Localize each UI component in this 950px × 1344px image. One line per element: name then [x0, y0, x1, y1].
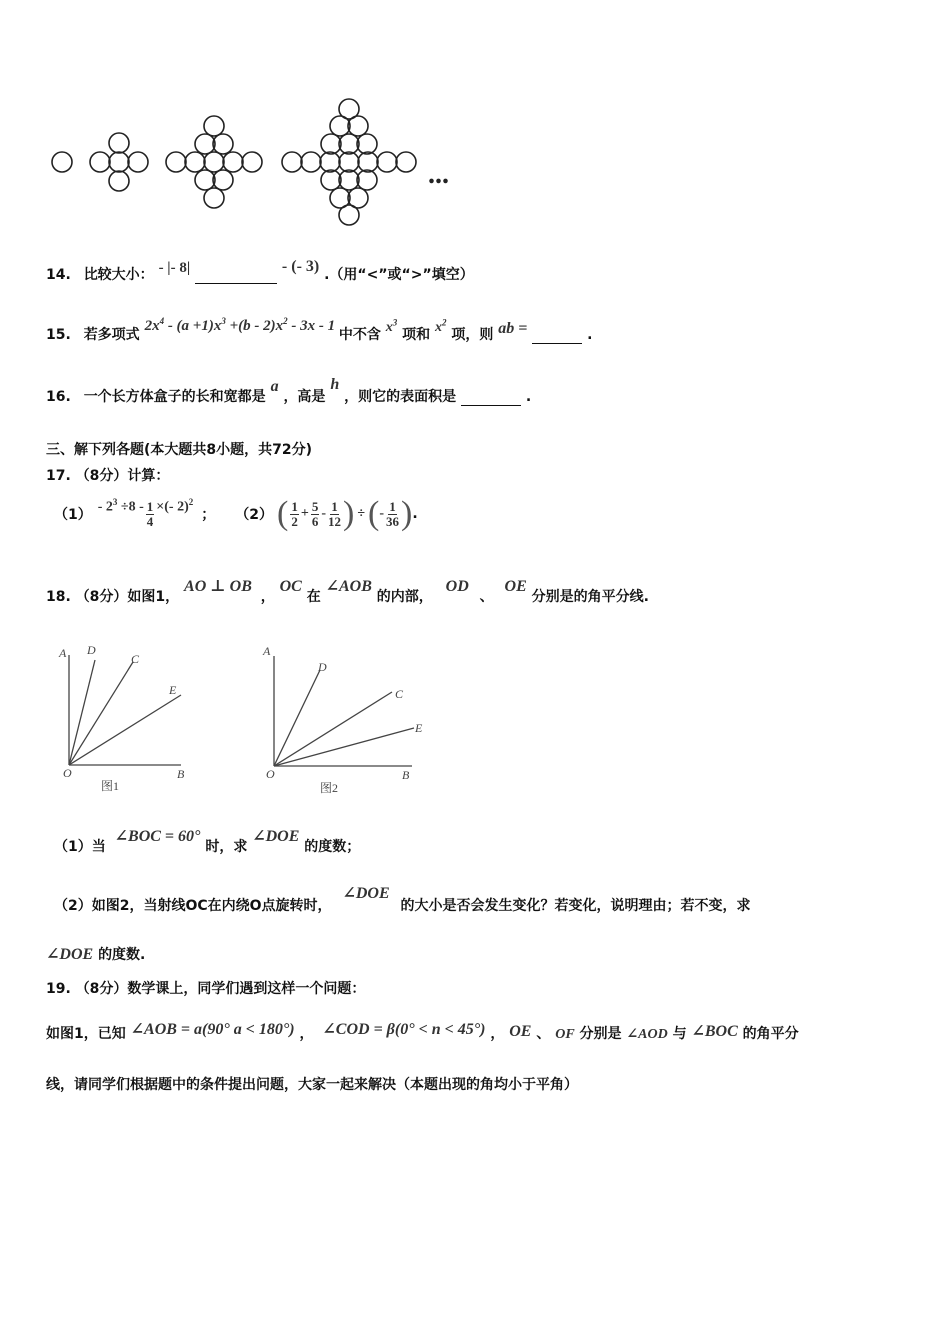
- question-18: 18. （8分）如图1， AO ⊥ OB ， OC 在 ∠AOB 的内部， OD 、 OE 分别是的角平分线.: [46, 578, 649, 605]
- ray-oc: [69, 662, 133, 765]
- pattern2-circle: [109, 133, 129, 153]
- q18-angle-aob: ∠AOB: [325, 578, 372, 595]
- q17-part1-label: （1）: [54, 507, 92, 523]
- label-b: B: [177, 767, 185, 781]
- pattern3-circle: [213, 134, 233, 154]
- pattern4-circle: [301, 152, 321, 172]
- q18-doe: ∠DOE: [252, 828, 300, 845]
- pattern2-circle: [109, 152, 129, 172]
- q18-boc60: ∠BOC = 60°: [114, 828, 201, 845]
- q19-of: OF: [555, 1027, 575, 1042]
- question-17-header: 17. （8分）计算：: [46, 468, 170, 484]
- q14-text: 比较大小：: [83, 267, 154, 283]
- pattern1-circle: [52, 152, 72, 172]
- pattern4-circle: [282, 152, 302, 172]
- pattern4-circle: [396, 152, 416, 172]
- q16-end: .: [525, 389, 532, 405]
- pattern4-circle: [357, 134, 377, 154]
- pattern4-circle: [339, 134, 359, 154]
- q18-doe-2: ∠DOE: [342, 885, 390, 902]
- q15-text: 若多项式: [83, 327, 140, 343]
- q18-sub2: （2）如图2，当射线OC在内绕O点旋转时， ∠DOE 的大小是否会发生变化？若变化，说明理由；若不变，求: [54, 885, 751, 914]
- q18-oe: OE: [504, 578, 527, 595]
- question-14: [46, 258, 474, 284]
- q15-x2: $x^2$: [435, 317, 447, 335]
- pattern3-circle: [195, 134, 215, 154]
- pattern4-circle: [339, 205, 359, 225]
- q19-cod-expr: ∠COD = β(0° < n < 45°): [322, 1021, 486, 1038]
- q18-sub1: （1）当 ∠BOC = 60° 时，求 ∠DOE 的度数；: [54, 828, 361, 855]
- pattern4-circle: [357, 170, 377, 190]
- q15-and: 项和: [402, 327, 431, 343]
- pattern4-circle: [348, 116, 368, 136]
- q16-answer-blank[interactable]: [461, 391, 521, 406]
- q18-header: 18. （8分）如图1，: [46, 589, 180, 605]
- q19-boc: ∠BOC: [691, 1023, 738, 1040]
- continuation-dots: ...: [428, 159, 449, 190]
- q18-oc: OC: [279, 578, 302, 595]
- q18-aob-perp: AO ⊥ OB: [184, 578, 252, 595]
- pattern3-circle: [204, 116, 224, 136]
- q17-expr1: - $2^3 \div 8$ - $\frac{1}{4}$ ×(- 2)$^2$: [97, 496, 194, 529]
- q16-text: 一个长方体盒子的长和宽都是: [83, 389, 266, 405]
- pattern4-circle: [358, 152, 378, 172]
- q15-tail: 项，则: [451, 327, 494, 343]
- q15-number: 15.: [46, 327, 71, 343]
- angle-figure-2: [256, 640, 436, 800]
- circle-pattern-figure: [40, 95, 480, 230]
- ray-od: [69, 660, 95, 765]
- q16-number: 16.: [46, 389, 71, 405]
- pattern4-circle: [339, 152, 359, 172]
- pattern4-circle: [321, 134, 341, 154]
- q15-polynomial: $2x^4 - (a +1)x^3 +(b - 2)x^2 - 3x - 1$: [144, 316, 336, 334]
- q18-doe-3: ∠DOE: [46, 946, 94, 963]
- question-15: [46, 316, 593, 344]
- q17-semicolon: ；: [201, 507, 216, 523]
- pattern2-circle: [128, 152, 148, 172]
- q16-mid: ，高是: [283, 389, 326, 405]
- q16-tail: ，则它的表面积是: [344, 389, 457, 405]
- q16-a: a: [270, 378, 279, 395]
- pattern4-circle: [330, 116, 350, 136]
- pattern4-circle: [339, 170, 359, 190]
- q15-end: .: [587, 327, 593, 343]
- q16-h: h: [330, 376, 340, 393]
- pattern4-circle: [320, 152, 340, 172]
- label-c: C: [395, 687, 404, 701]
- pattern2-circle: [109, 171, 129, 191]
- question-19-header: 19. （8分）数学课上，同学们遇到这样一个问题：: [46, 981, 366, 997]
- label-d: D: [87, 643, 96, 657]
- pattern3-circle: [242, 152, 262, 172]
- q14-after: .（用“<”或“>”填空）: [324, 267, 474, 283]
- pattern3-circle: [213, 170, 233, 190]
- label-e: E: [169, 683, 177, 697]
- pattern3-circle: [223, 152, 243, 172]
- fig1-caption: 图1: [101, 779, 120, 793]
- pattern2-circle: [90, 152, 110, 172]
- fig2-caption: 图2: [320, 781, 339, 795]
- label-d: D: [318, 660, 327, 674]
- question-17-parts: [54, 495, 418, 533]
- q18-sub2-cont: ∠DOE 的度数.: [46, 946, 146, 963]
- pattern4-circle: [377, 152, 397, 172]
- q19-aod: ∠AOD: [626, 1027, 668, 1042]
- question-16: [46, 376, 532, 406]
- pattern3-circle: [185, 152, 205, 172]
- pattern3-circle: [166, 152, 186, 172]
- label-e: E: [415, 721, 423, 735]
- q15-answer-blank[interactable]: [532, 329, 582, 344]
- q14-number: 14.: [46, 267, 71, 283]
- label-o: O: [266, 767, 275, 781]
- q17-end: .: [412, 506, 418, 522]
- q15-ab: ab =: [498, 320, 528, 337]
- q15-mid: 中不含: [338, 327, 381, 343]
- q18-od: OD: [445, 578, 469, 595]
- q14-answer-blank[interactable]: [195, 269, 277, 284]
- q14-right-expr: - (- 3): [281, 258, 320, 275]
- q17-part2-label: （2）: [235, 507, 273, 523]
- pattern3-circle: [195, 170, 215, 190]
- label-a: A: [59, 646, 67, 660]
- q19-oe: OE: [509, 1023, 532, 1040]
- pattern3-circle: [204, 188, 224, 208]
- section-3-heading: 三、解下列各题(本大题共8小题，共72分): [46, 442, 313, 458]
- q17-expr2: ( $\frac{1}{2}$ + $\frac{5}{6}$ - $\frac{1}{12}$ ) ÷ ( - $\frac{1}{36}$ ): [277, 495, 413, 532]
- label-b: B: [402, 768, 410, 782]
- question-19-line1: 如图1，已知 ∠AOB = a(90° a < 180°) ， ∠COD = β(0° < n < 45°) ， OE 、 OF 分别是 ∠AOD 与 ∠BOC 的角平分: [46, 1021, 799, 1042]
- pattern4-circle: [321, 170, 341, 190]
- angle-figure-1: [55, 640, 205, 800]
- q14-left-expr: - |- 8|: [158, 260, 191, 276]
- q19-aob-expr: ∠AOB = a(90° a < 180°): [130, 1021, 295, 1038]
- label-o: O: [63, 766, 72, 780]
- q15-x3: $x^3$: [385, 317, 398, 335]
- label-c: C: [131, 652, 140, 666]
- question-19-line2: 线，请同学们根据题中的条件提出问题，大家一起来解决（本题出现的角均小于平角）: [46, 1077, 578, 1093]
- ray-oe: [274, 728, 414, 766]
- ray-oe: [69, 695, 181, 765]
- label-a: A: [263, 644, 271, 658]
- pattern3-circle: [204, 152, 224, 172]
